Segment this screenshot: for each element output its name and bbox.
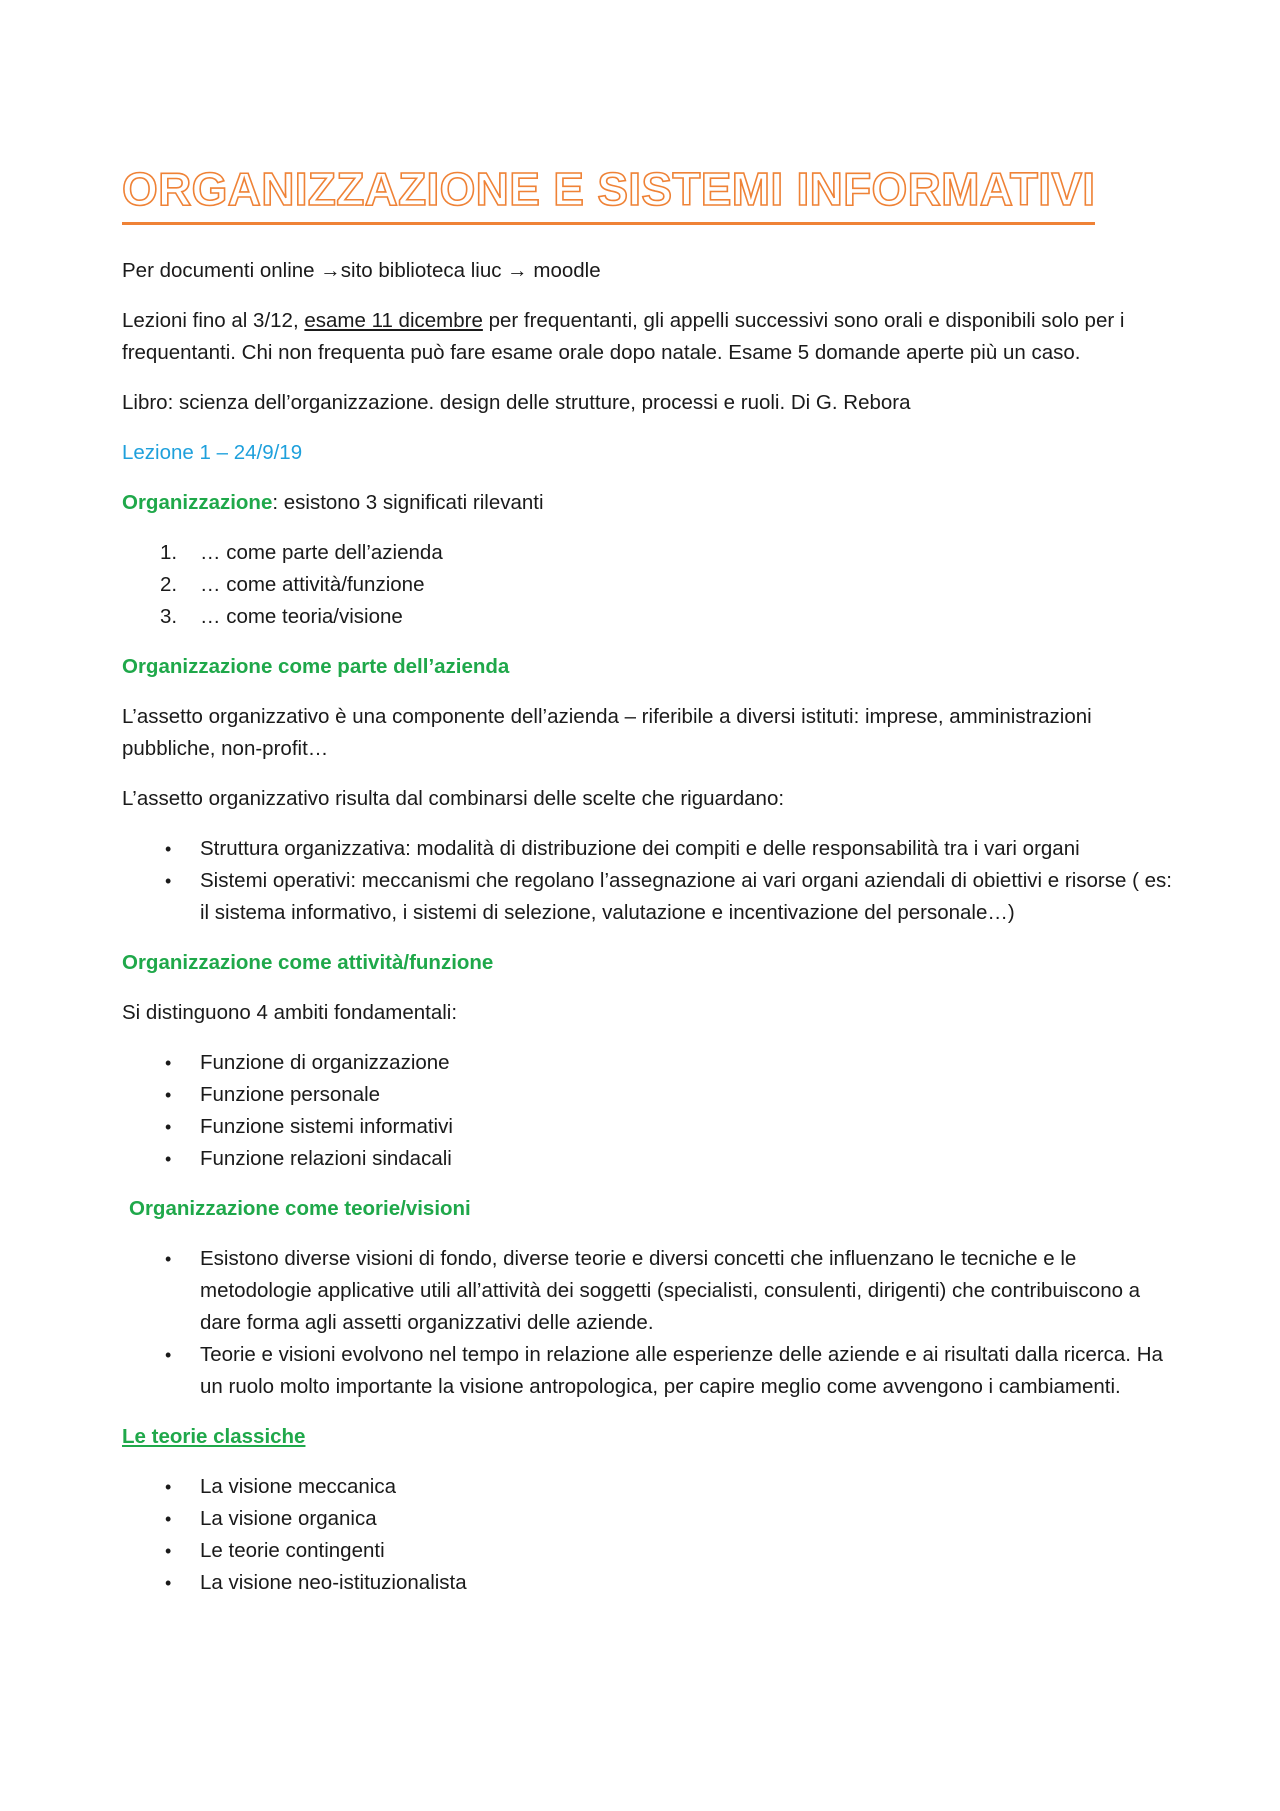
- section2-paragraph: Si distinguono 4 ambiti fondamentali:: [122, 1001, 458, 1024]
- section-heading-classiche: Le teorie classiche: [122, 1425, 306, 1448]
- section4-bullets: [122, 1471, 1172, 1599]
- list-item: 3. … come teoria/visione: [160, 605, 403, 628]
- list-item: • Funzione di organizzazione: [122, 1047, 1172, 1079]
- bullet-icon: •: [165, 1249, 172, 1269]
- lezioni-paragraph: Lezioni fino al 3/12, esame 11 dicembre per frequentanti, gli appelli successivi sono orali e disponibili solo per i frequentanti. Chi non frequenta può fare esame orale dopo natale. Esame 5 domande aperte più un caso.: [122, 309, 1125, 364]
- bullet-icon: •: [165, 1477, 172, 1497]
- section-heading-parte: Organizzazione come parte dell’azienda: [122, 655, 510, 678]
- list-item: • La visione meccanica: [122, 1471, 1172, 1503]
- docs-line: Per documenti online →sito biblioteca liuc → moodle: [122, 259, 601, 282]
- bullet-icon: •: [165, 871, 172, 891]
- org-term: Organizzazione: [122, 491, 273, 514]
- list-item: • Funzione relazioni sindacali: [122, 1143, 1172, 1175]
- bullet-icon: •: [165, 1149, 172, 1169]
- section1-paragraph-2: L’assetto organizzativo risulta dal combinarsi delle scelte che riguardano:: [122, 787, 785, 810]
- arrow-icon: →: [507, 259, 528, 282]
- list-item: 1. … come parte dell’azienda: [160, 541, 443, 564]
- section-heading-attivita: Organizzazione come attività/funzione: [122, 951, 494, 974]
- arrow-icon: →: [320, 259, 341, 282]
- list-item: • Sistemi operativi: meccanismi che regolano l’assegnazione ai vari organi aziendali di obiettivi e risorse ( es: il sistema informativo, i sistemi di selezione, valutazione e incentivazione del personale…): [122, 865, 1172, 929]
- bullet-icon: •: [165, 1117, 172, 1137]
- document-title: ORGANIZZAZIONE E SISTEMI INFORMATIVI: [122, 160, 1095, 225]
- bullet-icon: •: [165, 1053, 172, 1073]
- section-heading-teorie: Organizzazione come teorie/visioni: [129, 1197, 471, 1220]
- org-definition: Organizzazione: esistono 3 significati rilevanti: [122, 491, 544, 514]
- book-line: Libro: scienza dell’organizzazione. design delle strutture, processi e ruoli. Di G. Rebora: [122, 391, 911, 414]
- bullet-icon: •: [165, 1345, 172, 1365]
- section3-bullets: [122, 1243, 1172, 1403]
- list-item: • La visione organica: [122, 1503, 1172, 1535]
- list-item: • La visione neo-istituzionalista: [122, 1567, 1172, 1599]
- bullet-icon: •: [165, 1509, 172, 1529]
- list-item: • Esistono diverse visioni di fondo, diverse teorie e diversi concetti che influenzano le tecniche e le metodologie applicative utili all’attività dei soggetti (specialisti, consulenti, dirigenti) che contribuiscono a dare forma agli assetti organizzativi delle aziende.: [122, 1243, 1172, 1339]
- bullet-icon: •: [165, 1085, 172, 1105]
- meanings-list: [122, 537, 1172, 633]
- exam-date: esame 11 dicembre: [304, 309, 483, 332]
- list-item: • Struttura organizzativa: modalità di distribuzione dei compiti e delle responsabilità tra i vari organi: [122, 833, 1172, 865]
- list-item: • Teorie e visioni evolvono nel tempo in relazione alle esperienze delle aziende e ai risultati dalla ricerca. Ha un ruolo molto importante la visione antropologica, per capire meglio come avvengono i cambiamenti.: [122, 1339, 1172, 1403]
- list-item: • Funzione sistemi informativi: [122, 1111, 1172, 1143]
- bullet-icon: •: [165, 1573, 172, 1593]
- document-body: [122, 160, 1172, 1599]
- list-item: • Le teorie contingenti: [122, 1535, 1172, 1567]
- section1-bullets: [122, 833, 1172, 929]
- list-item: • Funzione personale: [122, 1079, 1172, 1111]
- list-item: 2. … come attività/funzione: [160, 573, 425, 596]
- bullet-icon: •: [165, 1541, 172, 1561]
- section1-paragraph-1: L’assetto organizzativo è una componente dell’azienda – riferibile a diversi istituti: imprese, amministrazioni pubbliche, non-profit…: [122, 705, 1092, 760]
- bullet-icon: •: [165, 839, 172, 859]
- lesson-heading: Lezione 1 – 24/9/19: [122, 441, 303, 464]
- section2-bullets: [122, 1047, 1172, 1175]
